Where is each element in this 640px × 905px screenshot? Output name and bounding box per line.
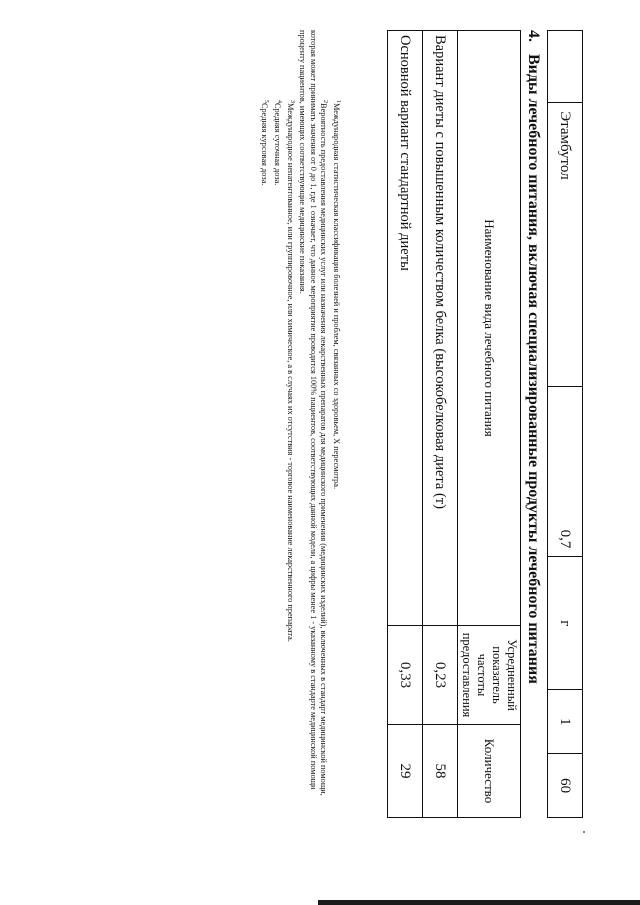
header-name: Наименование вида лечебного питания	[458, 31, 521, 626]
drug-table-fragment	[547, 30, 583, 818]
scan-edge-bar	[318, 900, 640, 905]
footnote: $^2$Вероятность предоставления медицинских услуг или назначения лекарственных препаратов для медицинского применения (медицинских изделий), включенных в стандарт медицинской помощи, которая может принимать значения от 0 до 1, где 1 означает, что данное мероприятие проводится 100% пациентов, соответствующих данной модели, а цифры менее 1 - указанному в стандарте медицинской помощи проценту пациентов, имеющих соответствующие медицинские показания.	[298, 30, 329, 796]
header-frequency: Усредненный показатель частоты предоставления	[458, 626, 521, 725]
drug-name: Этамбутол	[548, 103, 583, 387]
footnotes	[259, 30, 343, 818]
footnote: $^1$Международная статистическая классификация болезней и проблем, связанных со здоровьем, X пересмотра.	[332, 100, 341, 490]
table-row	[423, 31, 458, 818]
nutrition-table	[387, 30, 521, 818]
drug-dose-share: 0,7	[548, 386, 583, 557]
footnote: $^5$Средняя курсовая доза.	[260, 100, 270, 186]
table-header-row	[458, 31, 521, 818]
diet-frequency: 0,23	[423, 626, 458, 725]
drug-daily-dose: 1	[548, 690, 583, 754]
header-quantity: Количество	[458, 725, 521, 818]
drug-course-dose: 60	[548, 754, 583, 818]
diet-name: Основной вариант стандартной диеты	[388, 31, 423, 626]
section-heading	[524, 30, 542, 818]
table-row	[548, 31, 583, 818]
diet-frequency: 0,33	[388, 626, 423, 725]
scan-speck	[583, 831, 585, 833]
rotated-page-content	[23, 30, 583, 820]
footnote: $^3$Международное непатентованное, или группировочное, или химическое, а в случаях их отсутствия - торговое наименование лекарственного препарата.	[285, 100, 295, 642]
diet-quantity: 58	[423, 725, 458, 818]
drug-unit: г	[548, 557, 583, 690]
section-number: 4.	[525, 30, 542, 42]
diet-name: Вариант диеты с повышенным количеством белка (высокобелковая диета (т)	[423, 31, 458, 626]
footnote: $^4$Средняя суточная доза.	[273, 100, 283, 186]
blank-cell	[548, 31, 583, 103]
table-row	[388, 31, 423, 818]
diet-quantity: 29	[388, 725, 423, 818]
section-title: Виды лечебного питания, включая специализированные продукты лечебного питания	[525, 54, 542, 684]
